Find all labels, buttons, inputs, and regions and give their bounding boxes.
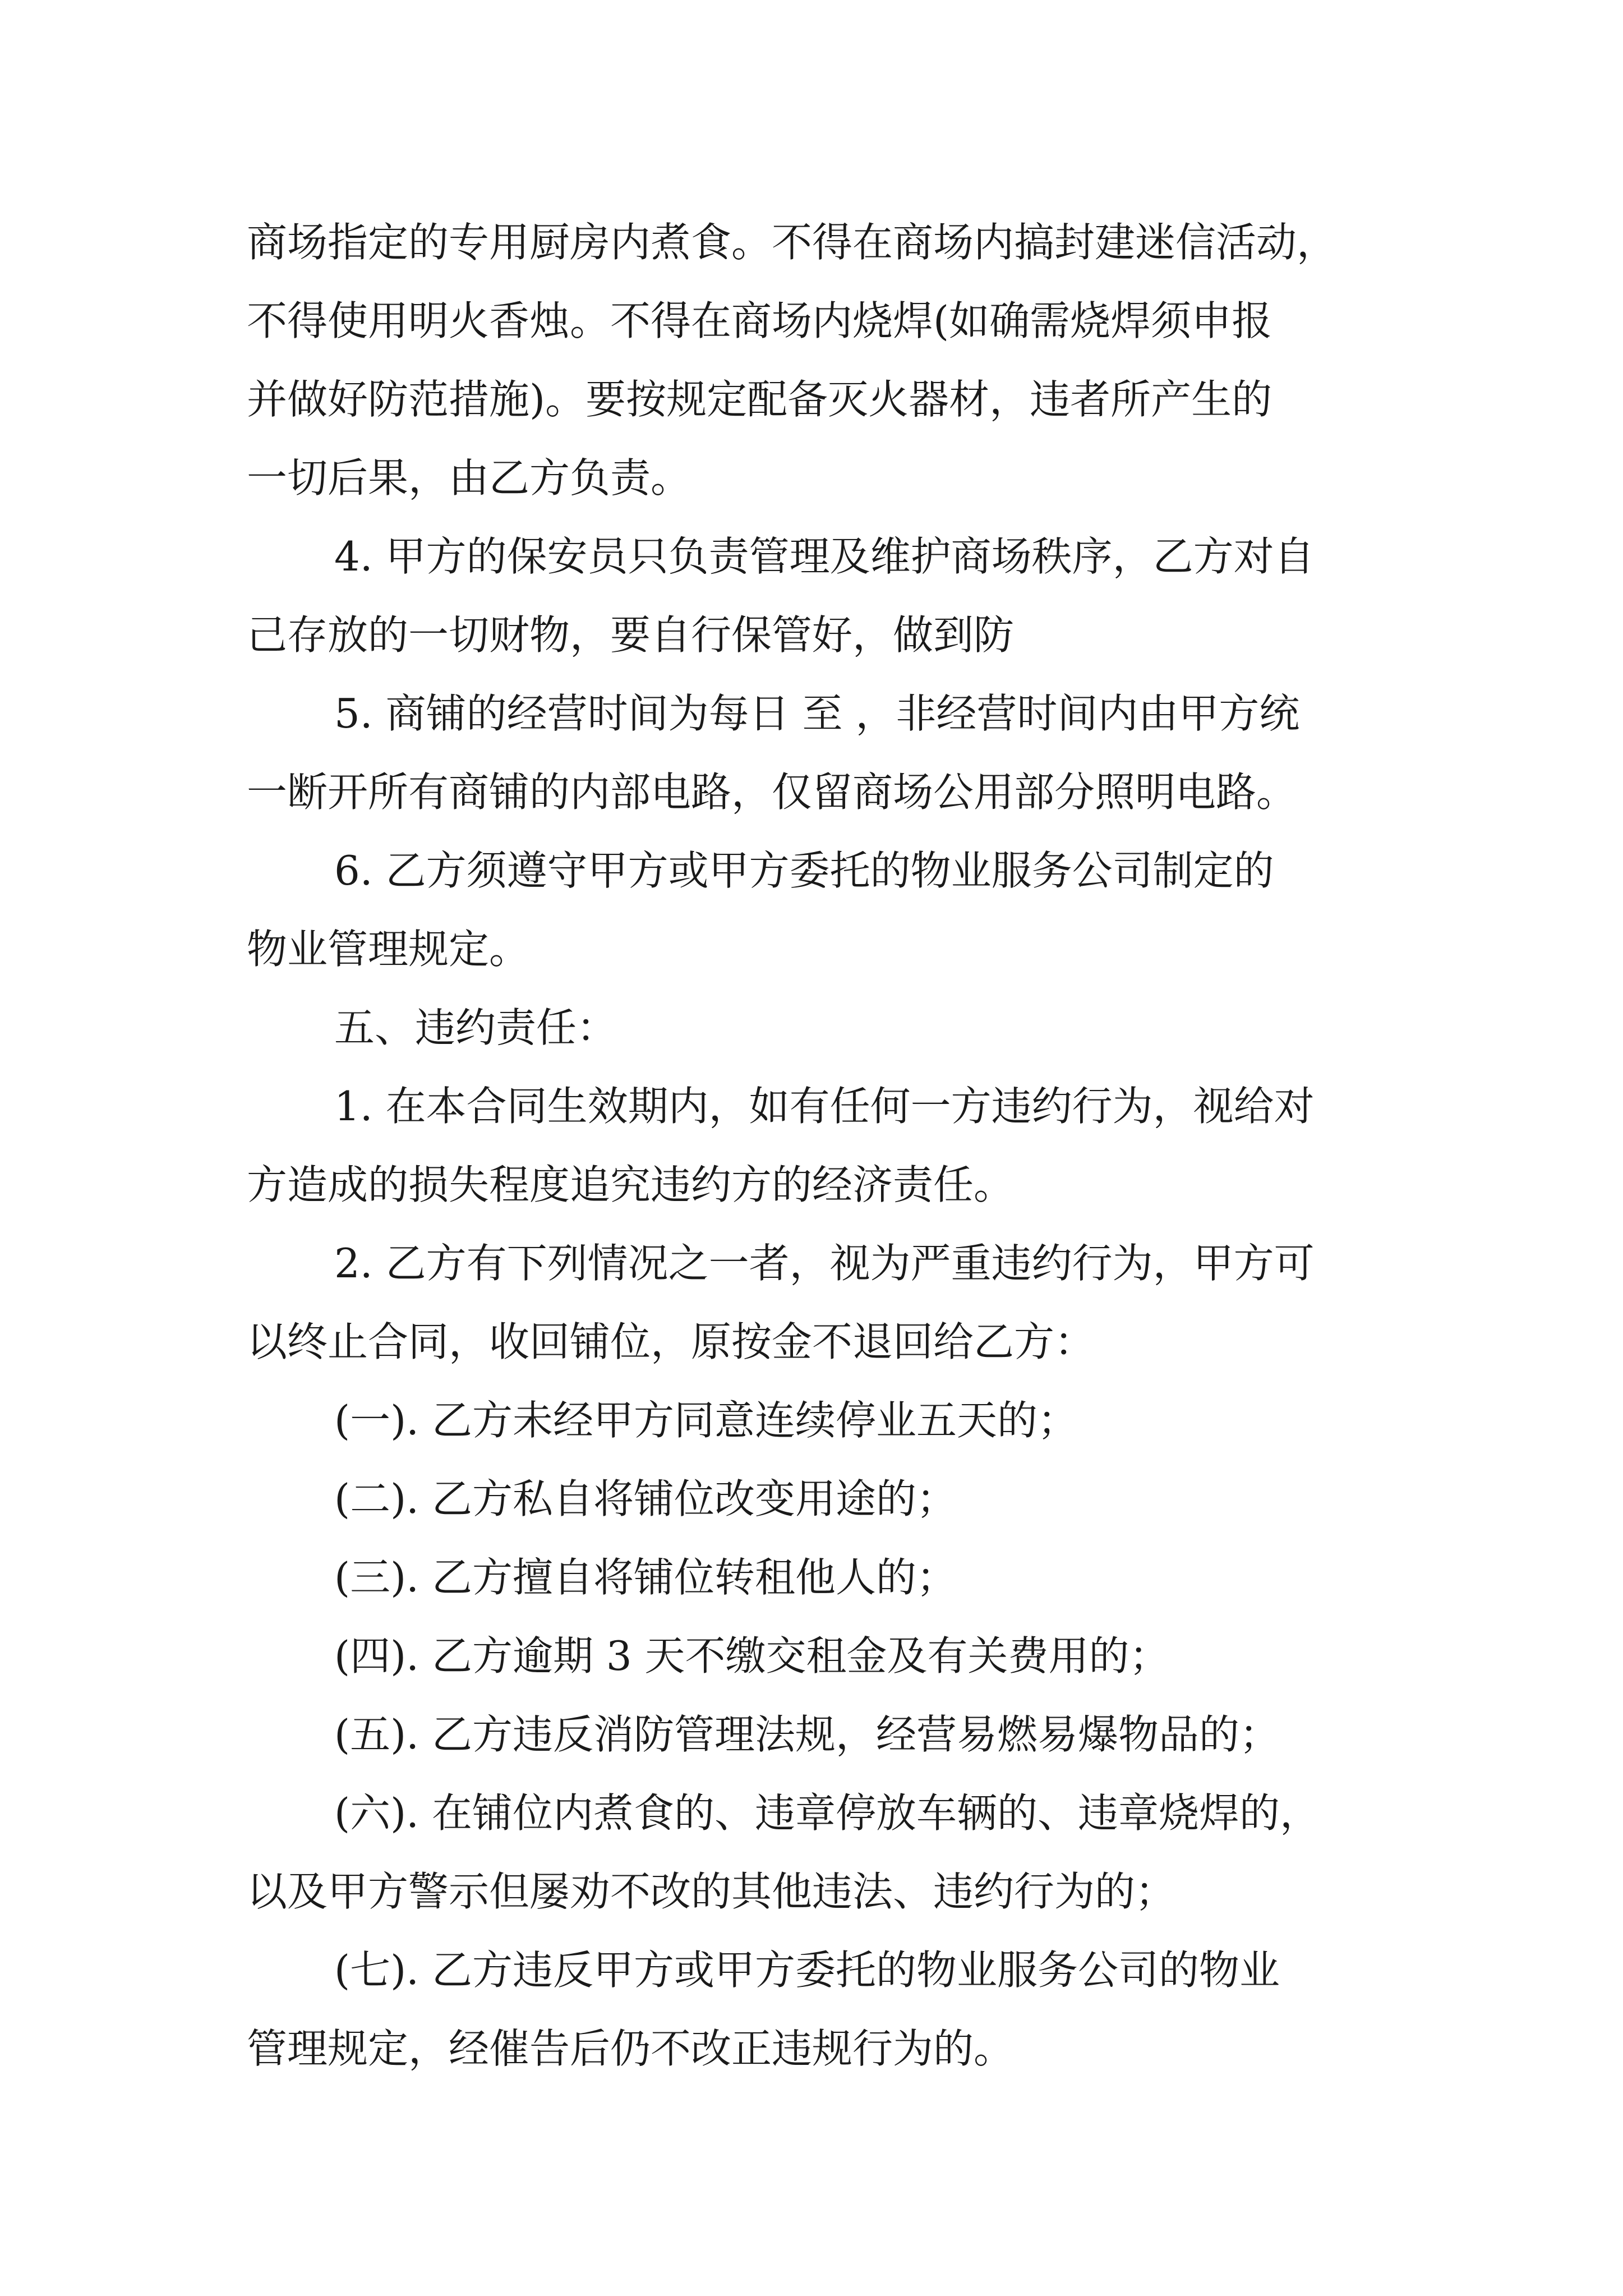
- list-item: (三). 乙方擅自将铺位转租他人的；: [334, 1554, 957, 1601]
- list-item: (四). 乙方逾期 3 天不缴交租金及有关费用的；: [334, 1632, 1170, 1680]
- list-item: (七). 乙方违反甲方或甲方委托的物业服务公司的物业: [334, 1947, 1280, 1994]
- text-line: 一切后果，由乙方负责。: [247, 454, 691, 501]
- text-line: 商场指定的专用厨房内煮食。不得在商场内搞封建迷信活动，: [247, 219, 1338, 266]
- text-line: 方造成的损失程度追究违约方的经济责任。: [247, 1161, 1015, 1208]
- text-line: 不得使用明火香烛。不得在商场内烧焊(如确需烧焊须申报: [247, 297, 1272, 344]
- text-line: 4. 甲方的保安员只负责管理及维护商场秩序，乙方对自: [334, 533, 1315, 580]
- text-line: 物业管理规定。: [247, 926, 530, 973]
- text-line: 并做好防范措施)。要按规定配备灭火器材，违者所产生的: [247, 376, 1272, 423]
- list-item: (五). 乙方违反消防管理法规，经营易燃易爆物品的；: [334, 1711, 1280, 1758]
- text-line: 以及甲方警示但屡劝不改的其他违法、违约行为的；: [247, 1868, 1176, 1915]
- list-item: (六). 在铺位内煮食的、违章停放车辆的、违章烧焊的，: [334, 1789, 1320, 1837]
- list-item: (一). 乙方未经甲方同意连续停业五天的；: [334, 1397, 1078, 1444]
- text-line: 管理规定，经催告后仍不改正违规行为的。: [247, 2025, 1015, 2072]
- text-line: 1. 在本合同生效期内，如有任何一方违约行为，视给对: [334, 1083, 1315, 1130]
- document-body: [247, 203, 1458, 2088]
- text-line: 2. 乙方有下列情况之一者，视为严重违约行为，甲方可: [334, 1240, 1315, 1287]
- text-line: 一断开所有商铺的内部电路，仅留商场公用部分照明电路。: [247, 769, 1297, 816]
- section-heading: 五、违约责任：: [334, 1004, 617, 1051]
- text-line: 以终止合同，收回铺位，原按金不退回给乙方：: [247, 1318, 1095, 1365]
- text-line: 己存放的一切财物，要自行保管好，做到防: [247, 611, 1015, 659]
- text-line: 5. 商铺的经营时间为每日 至 ，非经营时间内由甲方统: [334, 690, 1300, 737]
- list-item: (二). 乙方私自将铺位改变用途的；: [334, 1475, 957, 1522]
- text-line: 6. 乙方须遵守甲方或甲方委托的物业服务公司制定的: [334, 847, 1274, 894]
